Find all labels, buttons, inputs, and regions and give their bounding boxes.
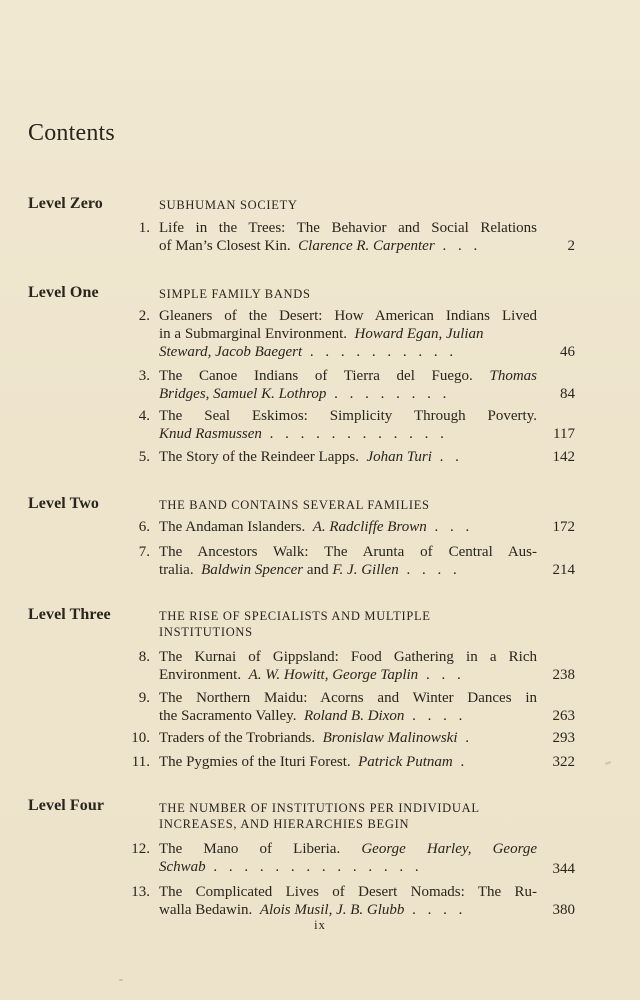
entry-page-number: 2 [567,238,575,254]
entry-text: The Andaman Islanders. A. Radcliffe Brown . . . [159,519,474,535]
entry-text: The Canoe Indians of Tierra del Fuego. Thomas Bridges, Samuel K. Lothrop . . . . . . . . [159,368,537,402]
entry-page-number: 142 [552,449,575,465]
level-two-heading: THE BAND CONTAINS SEVERAL FAMILIES [159,498,430,512]
entry-author: Howard Egan, Julian [354,326,484,342]
entry-text: The Ancestors Walk: The Arunta of Central Aus- tralia. Baldwin Spencer and F. J. Gillen . . . . [159,544,537,578]
entry-number: 11. [131,754,150,770]
entry-author: Johan Turi [366,449,432,465]
entry-page-number: 322 [552,754,575,770]
entry-text: The Kurnai of Gippsland: Food Gathering in a Rich Environment. A. W. Howitt, George Taplin . . . [159,649,537,683]
entry-number: 4. [138,408,150,424]
level-four-label: Level Four [28,797,105,814]
entry-number: 3. [138,368,150,384]
entry-author: A. Radcliffe Brown [312,519,427,535]
entry-page-number: 293 [552,730,575,746]
entry-author: Baldwin Spencer [201,562,304,578]
entry-author: Bronislaw Malinowski [322,730,458,746]
level-two-label: Level Two [28,495,99,512]
page-folio: ix [314,918,326,932]
entry-author: Schwab [159,859,206,875]
entry-text: Gleaners of the Desert: How American Indians Lived in a Submarginal Environment. Howard Egan, Julian Steward, Jacob Baegert . . . . . . . . . . [159,308,537,360]
level-zero-label: Level Zero [28,195,103,212]
level-one-heading: SIMPLE FAMILY BANDS [159,287,311,301]
paper-speck [605,761,611,765]
entry-page-number: 214 [552,562,575,578]
entry-text: Traders of the Trobriands. Bronislaw Malinowski . [159,730,473,746]
level-three-heading: THE RISE OF SPECIALISTS AND MULTIPLE INSTITUTIONS [159,609,431,639]
entry-author: Roland B. Dixon [303,708,405,724]
entry-author: Clarence R. Carpenter [298,238,435,254]
entry-text: The Northern Maidu: Acorns and Winter Dances in the Sacramento Valley. Roland B. Dixon . . . . [159,690,537,724]
entry-author: Steward, Jacob Baegert [159,344,303,360]
entry-number: 7. [138,544,150,560]
entry-number: 5. [138,449,150,465]
entry-author: Alois Musil, J. B. Glubb [259,902,405,918]
entry-author: F. J. Gillen [332,562,399,578]
level-zero-heading: SUBHUMAN SOCIETY [159,198,298,212]
entry-page-number: 263 [552,708,575,724]
entry-text: The Mano of Liberia. George Harley, George Schwab . . . . . . . . . . . . . . [159,841,538,875]
entry-number: 8. [138,649,150,665]
entry-page-number: 344 [552,861,575,877]
entry-author: Bridges, Samuel K. Lothrop [159,386,327,402]
entry-text: The Complicated Lives of Desert Nomads: The Ru- walla Bedawin. Alois Musil, J. B. Glubb . . . . [159,884,537,918]
entry-number: 12. [131,841,150,857]
entry-number: 9. [138,690,150,706]
entry-page-number: 172 [552,519,575,535]
entry-text: The Pygmies of the Ituri Forest. Patrick Putnam . [159,754,469,770]
level-three-label: Level Three [28,606,111,623]
level-one-label: Level One [28,284,99,301]
entry-page-number: 84 [560,386,575,402]
entry-author: George Harley, George [361,841,538,857]
entry-number: 2. [138,308,150,324]
entry-text: The Seal Eskimos: Simplicity Through Poverty. Knud Rasmussen . . . . . . . . . . . . [159,408,537,442]
entry-number: 13. [131,884,150,900]
level-four-heading: THE NUMBER OF INSTITUTIONS PER INDIVIDUAL INCREASES, AND HIERARCHIES BEGIN [159,801,480,831]
entry-page-number: 46 [560,344,575,360]
entry-number: 1. [138,220,150,236]
entry-author: Thomas [489,368,537,384]
paper-speck [119,979,123,981]
entry-author: Patrick Putnam [358,754,453,770]
entry-number: 10. [131,730,150,746]
entry-page-number: 380 [552,902,575,918]
entry-text: The Story of the Reindeer Lapps. Johan Turi . . [159,449,463,465]
page-title: Contents [28,120,115,146]
entry-page-number: 238 [552,667,575,683]
entry-number: 6. [138,519,150,535]
entry-author: A. W. Howitt, George Taplin [248,667,419,683]
entry-text: Life in the Trees: The Behavior and Social Relations of Man’s Closest Kin. Clarence R. Carpenter . . . [159,220,537,254]
entry-page-number: 117 [553,426,575,442]
entry-author: Knud Rasmussen [159,426,262,442]
